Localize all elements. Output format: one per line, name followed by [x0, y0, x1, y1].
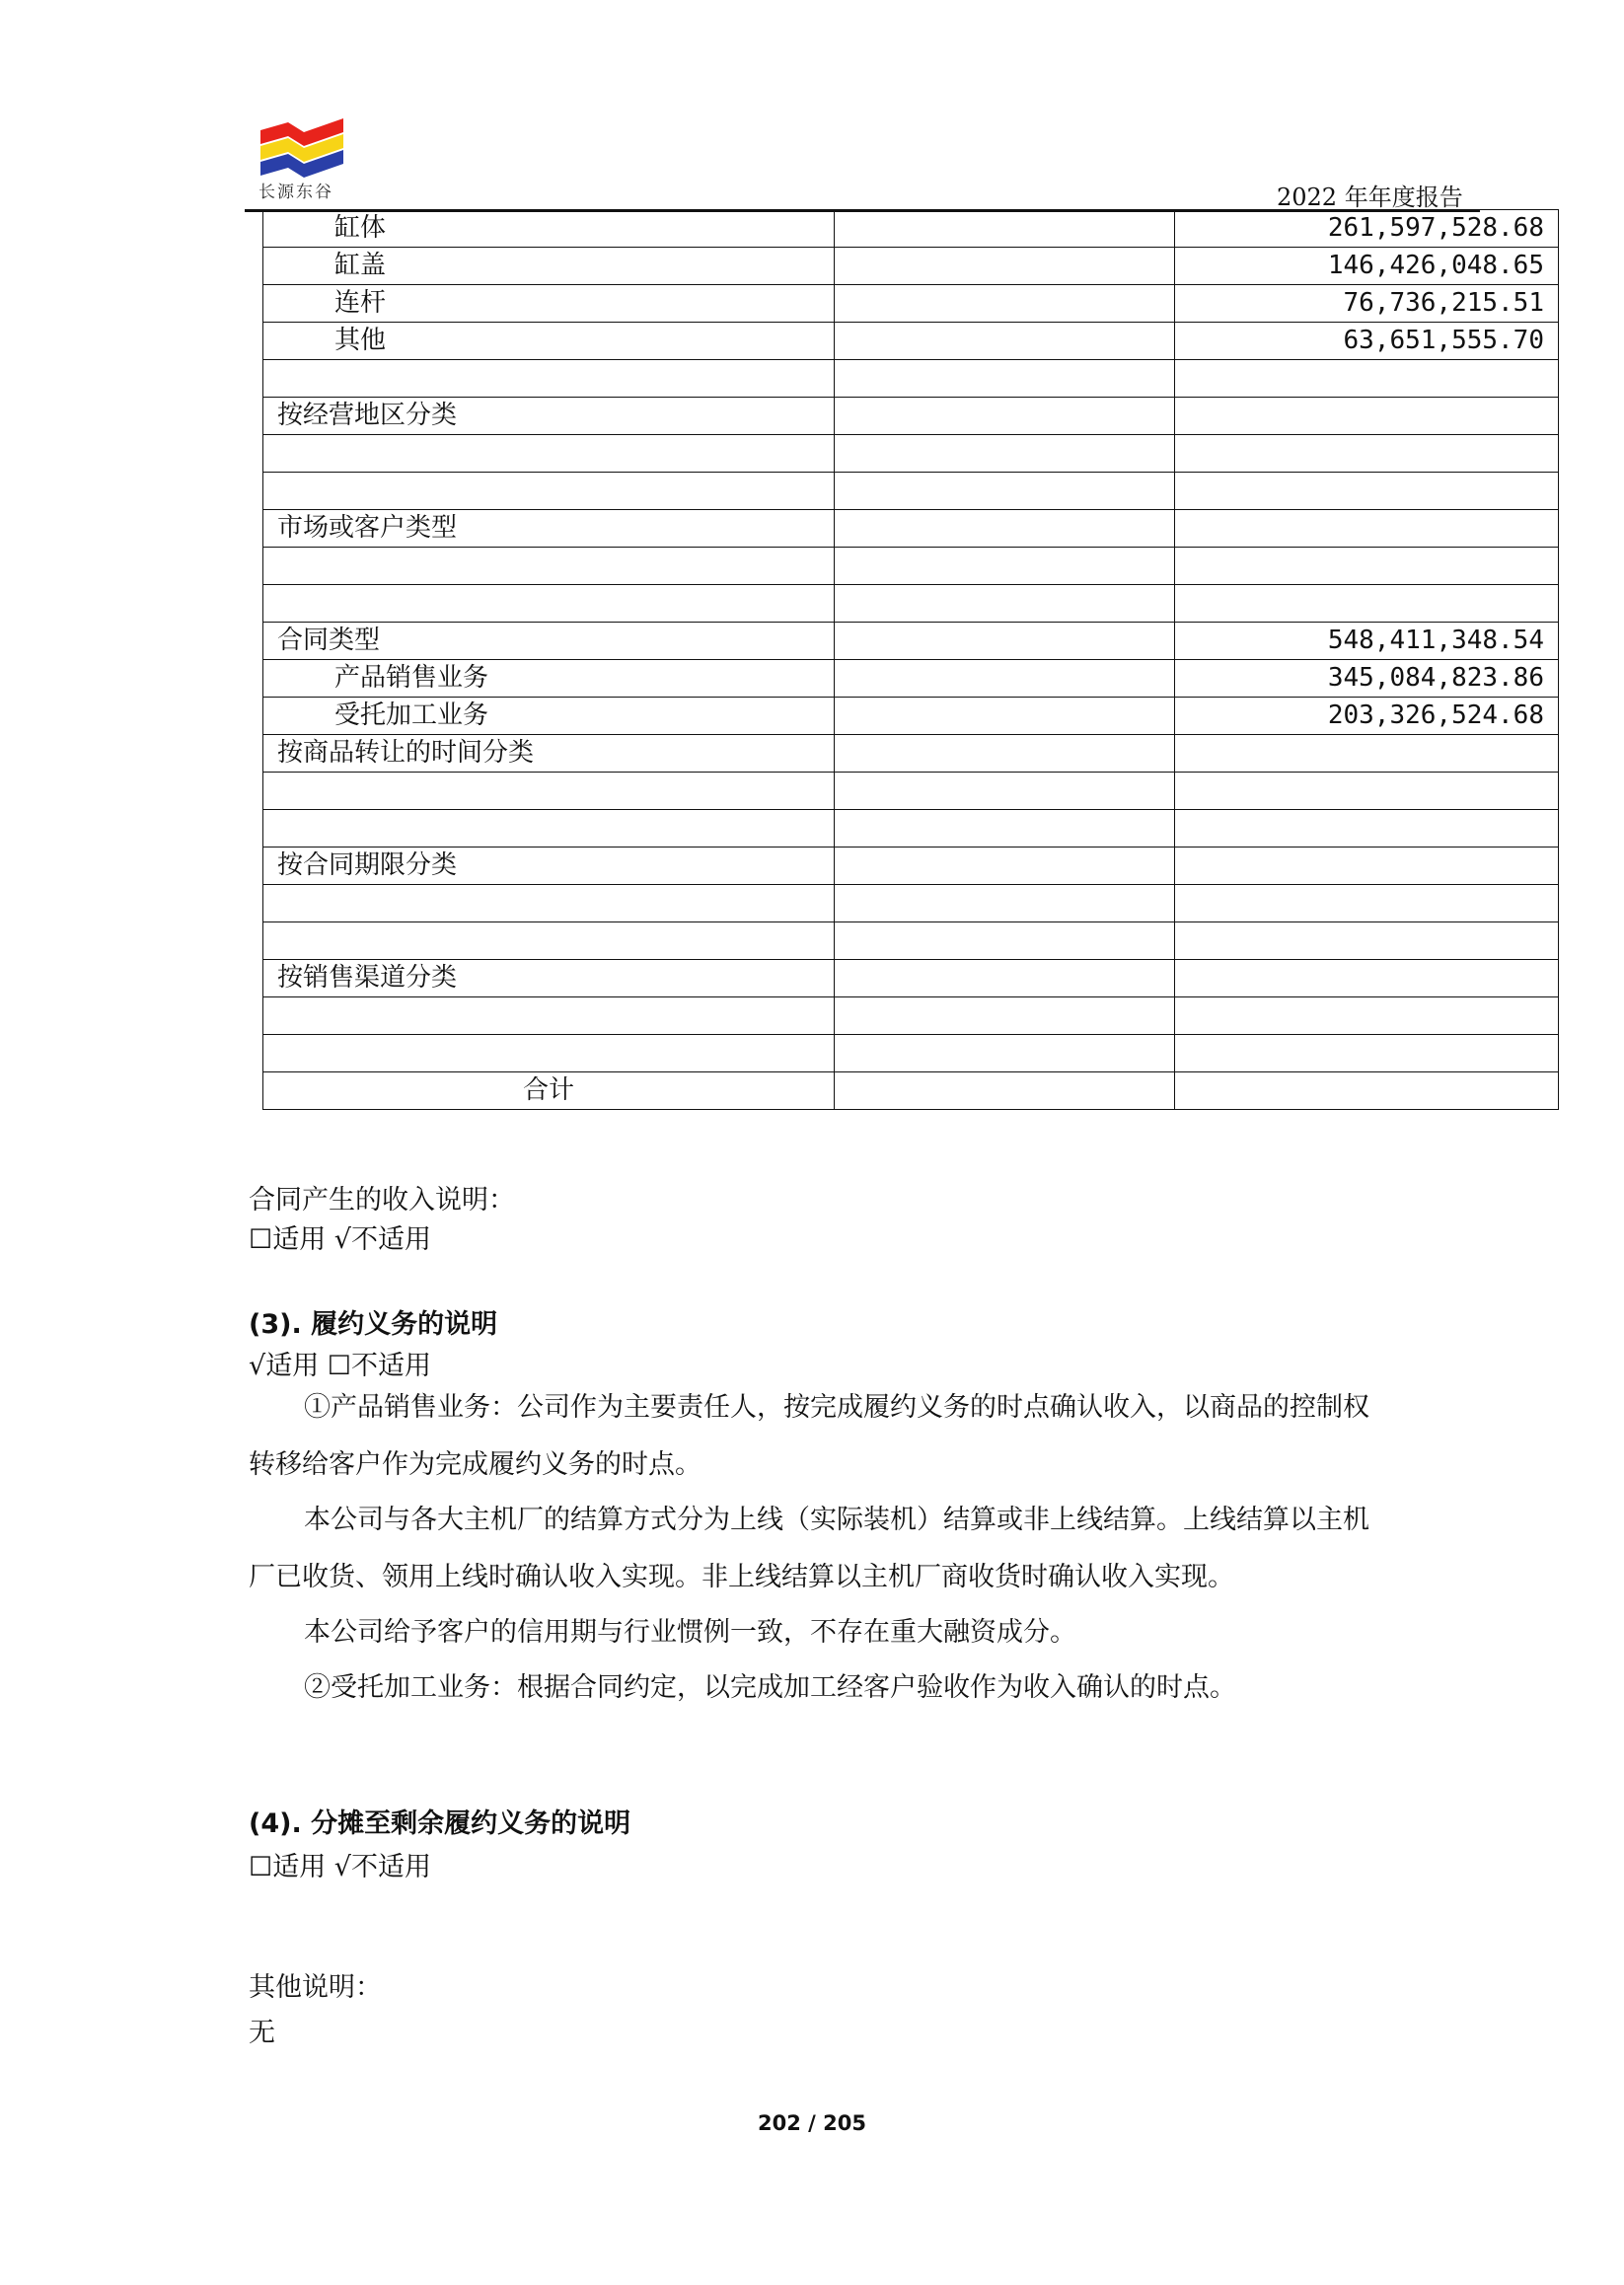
row-amount — [1175, 360, 1559, 398]
row-label: 按销售渠道分类 — [263, 960, 835, 997]
row-label: 合计 — [263, 1072, 835, 1110]
row-label — [263, 1035, 835, 1072]
row-label — [263, 585, 835, 623]
row-amount — [1175, 735, 1559, 773]
row-amount: 345,084,823.86 — [1175, 660, 1559, 698]
row-col2 — [835, 398, 1175, 435]
row-label — [263, 773, 835, 810]
section3-paragraph-1-line-2: 转移给客户作为完成履约义务的时点。 — [249, 1449, 701, 1480]
table-row — [263, 848, 1559, 885]
report-title: 2022 年年度报告 — [1277, 184, 1463, 211]
row-label: 连杆 — [263, 285, 835, 323]
other-notes-label: 其他说明： — [249, 1972, 382, 2003]
row-amount — [1175, 510, 1559, 548]
table-row — [263, 623, 1559, 660]
row-col2 — [835, 510, 1175, 548]
row-label — [263, 548, 835, 585]
row-amount — [1175, 885, 1559, 922]
row-amount — [1175, 997, 1559, 1035]
row-amount — [1175, 473, 1559, 510]
table-row — [263, 398, 1559, 435]
row-label — [263, 885, 835, 922]
table-row — [263, 435, 1559, 473]
contract-income-label: 合同产生的收入说明： — [249, 1185, 515, 1216]
row-col2 — [835, 660, 1175, 698]
table-row — [263, 285, 1559, 323]
row-amount: 63,651,555.70 — [1175, 323, 1559, 360]
row-label: 按经营地区分类 — [263, 398, 835, 435]
row-label: 缸盖 — [263, 248, 835, 285]
row-col2 — [835, 210, 1175, 248]
row-label: 缸体 — [263, 210, 835, 248]
contract-income-applicable: ☐适用 √不适用 — [249, 1224, 431, 1255]
row-col2 — [835, 810, 1175, 848]
row-amount: 548,411,348.54 — [1175, 623, 1559, 660]
row-label: 产品销售业务 — [263, 660, 835, 698]
row-amount — [1175, 435, 1559, 473]
row-label: 受托加工业务 — [263, 698, 835, 735]
row-col2 — [835, 773, 1175, 810]
row-label — [263, 997, 835, 1035]
row-label — [263, 473, 835, 510]
row-amount: 261,597,528.68 — [1175, 210, 1559, 248]
row-col2 — [835, 698, 1175, 735]
row-col2 — [835, 735, 1175, 773]
section3-paragraph-3: 本公司给予客户的信用期与行业惯例一致，不存在重大融资成分。 — [304, 1617, 1076, 1648]
table-row — [263, 885, 1559, 922]
row-col2 — [835, 885, 1175, 922]
other-notes-value: 无 — [249, 2018, 275, 2048]
row-col2 — [835, 1072, 1175, 1110]
row-amount: 203,326,524.68 — [1175, 698, 1559, 735]
row-col2 — [835, 922, 1175, 960]
row-col2 — [835, 623, 1175, 660]
row-amount — [1175, 773, 1559, 810]
table-row — [263, 922, 1559, 960]
table-row — [263, 473, 1559, 510]
row-col2 — [835, 997, 1175, 1035]
table-row — [263, 248, 1559, 285]
row-amount — [1175, 810, 1559, 848]
table-row — [263, 323, 1559, 360]
section3-applicable: √适用 ☐不适用 — [249, 1351, 431, 1381]
row-label: 其他 — [263, 323, 835, 360]
row-amount: 76,736,215.51 — [1175, 285, 1559, 323]
row-amount — [1175, 585, 1559, 623]
table-row — [263, 1072, 1559, 1110]
row-amount — [1175, 548, 1559, 585]
row-col2 — [835, 473, 1175, 510]
section3-paragraph-2-line-2: 厂已收货、领用上线时确认收入实现。非上线结算以主机厂商收货时确认收入实现。 — [249, 1562, 1234, 1592]
row-label — [263, 922, 835, 960]
section3-paragraph-2-line-1: 本公司与各大主机厂的结算方式分为上线（实际装机）结算或非上线结算。上线结算以主机 — [304, 1505, 1369, 1535]
row-amount — [1175, 398, 1559, 435]
row-col2 — [835, 248, 1175, 285]
table-row — [263, 735, 1559, 773]
table-row — [263, 510, 1559, 548]
table-row — [263, 585, 1559, 623]
table-row — [263, 210, 1559, 248]
table-row — [263, 810, 1559, 848]
table-row — [263, 698, 1559, 735]
table-row — [263, 773, 1559, 810]
row-label: 市场或客户类型 — [263, 510, 835, 548]
row-amount: 146,426,048.65 — [1175, 248, 1559, 285]
section3-title: (3). 履约义务的说明 — [249, 1309, 498, 1340]
row-col2 — [835, 848, 1175, 885]
row-col2 — [835, 1035, 1175, 1072]
row-label — [263, 435, 835, 473]
row-amount — [1175, 960, 1559, 997]
row-amount — [1175, 1035, 1559, 1072]
section4-applicable: ☐适用 √不适用 — [249, 1852, 431, 1882]
section4-title: (4). 分摊至剩余履约义务的说明 — [249, 1808, 631, 1839]
row-col2 — [835, 960, 1175, 997]
row-label — [263, 360, 835, 398]
revenue-breakdown-table — [262, 209, 1559, 1110]
row-col2 — [835, 360, 1175, 398]
row-amount — [1175, 1072, 1559, 1110]
table-row — [263, 1035, 1559, 1072]
table-row — [263, 548, 1559, 585]
row-col2 — [835, 323, 1175, 360]
row-col2 — [835, 435, 1175, 473]
row-label: 合同类型 — [263, 623, 835, 660]
section3-paragraph-4: ②受托加工业务：根据合同约定，以完成加工经客户验收作为收入确认的时点。 — [304, 1672, 1236, 1703]
table-row — [263, 360, 1559, 398]
table-row — [263, 997, 1559, 1035]
section3-paragraph-1-line-1: ①产品销售业务：公司作为主要责任人，按完成履约义务的时点确认收入，以商品的控制权 — [304, 1392, 1369, 1423]
row-label — [263, 810, 835, 848]
row-col2 — [835, 285, 1175, 323]
table-row — [263, 960, 1559, 997]
row-label: 按合同期限分类 — [263, 848, 835, 885]
row-col2 — [835, 548, 1175, 585]
table-row — [263, 660, 1559, 698]
row-col2 — [835, 585, 1175, 623]
row-amount — [1175, 922, 1559, 960]
row-amount — [1175, 848, 1559, 885]
logo-text: 长源东谷 — [258, 183, 333, 202]
page-number: 202 / 205 — [758, 2111, 866, 2135]
row-label: 按商品转让的时间分类 — [263, 735, 835, 773]
